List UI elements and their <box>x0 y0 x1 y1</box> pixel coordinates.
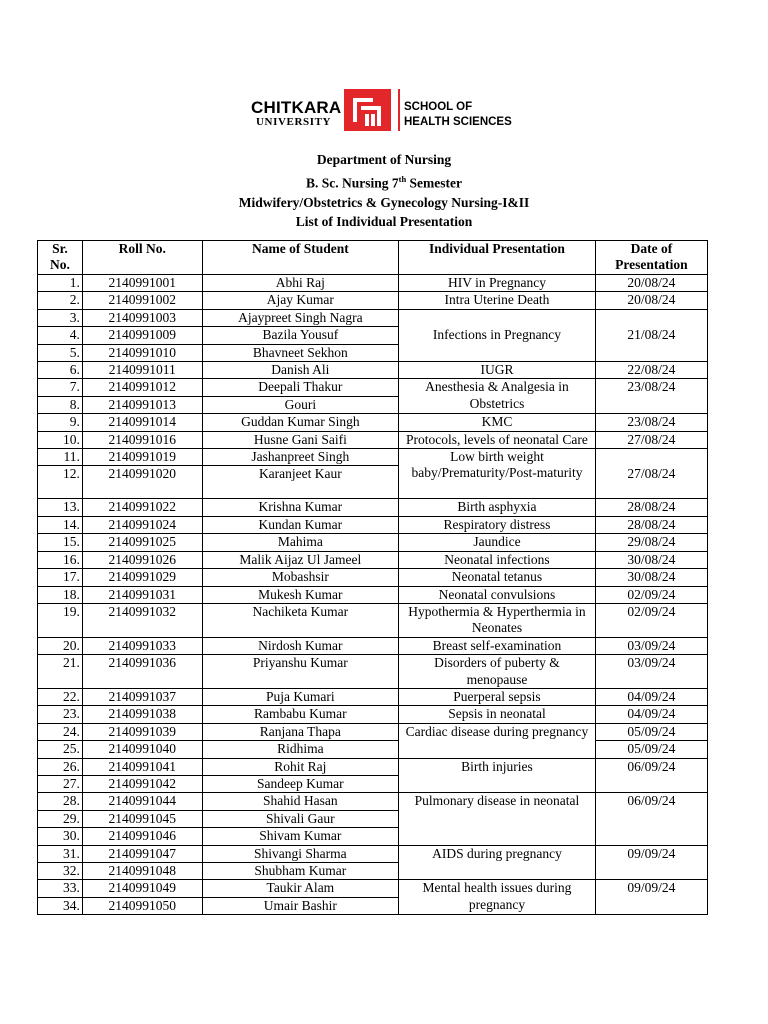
cell-topic: Puerperal sepsis <box>399 688 596 705</box>
cell-name: Deepali Thakur <box>202 379 399 396</box>
table-row <box>38 414 708 431</box>
cell-date: 05/09/24 <box>595 723 707 740</box>
cell-sr: 12. <box>38 466 83 499</box>
presentation-table <box>37 240 708 915</box>
university-logo <box>251 89 521 133</box>
cell-name: Krishna Kumar <box>202 499 399 516</box>
cell-name: Mahima <box>202 534 399 551</box>
cell-roll: 2140991048 <box>82 863 202 880</box>
cell-roll: 2140991037 <box>82 688 202 705</box>
cell-date: 30/08/24 <box>595 569 707 586</box>
program-title <box>0 170 768 193</box>
cell-name: Shivam Kumar <box>202 828 399 845</box>
cell-topic: Mental health issues during pregnancy <box>399 880 596 915</box>
cell-name: Jashanpreet Singh <box>202 449 399 466</box>
cell-name: Ranjana Thapa <box>202 723 399 740</box>
cell-topic: Breast self-examination <box>399 637 596 654</box>
table-row <box>38 362 708 379</box>
logo-school <box>404 100 512 130</box>
cell-topic: IUGR <box>399 362 596 379</box>
header-name: Name of Student <box>202 241 399 275</box>
cell-sr: 1. <box>38 275 83 292</box>
cell-topic: Respiratory distress <box>399 516 596 533</box>
cell-name: Rohit Raj <box>202 758 399 775</box>
cell-topic: HIV in Pregnancy <box>399 275 596 292</box>
cell-date: 02/09/24 <box>595 586 707 603</box>
table-row <box>38 688 708 705</box>
document-titles <box>0 150 768 232</box>
course-title: Midwifery/Obstetrics & Gynecology Nursing-I&II <box>238 194 530 210</box>
table-row <box>38 758 708 775</box>
cell-date: 03/09/24 <box>595 655 707 689</box>
cell-date: 27/08/24 <box>595 431 707 448</box>
cell-topic: Intra Uterine Death <box>399 292 596 309</box>
cell-name: Karanjeet Kaur <box>202 466 399 499</box>
table-row <box>38 309 708 326</box>
cell-roll: 2140991041 <box>82 758 202 775</box>
table-row <box>38 586 708 603</box>
cell-sr: 30. <box>38 828 83 845</box>
cell-date: 09/09/24 <box>595 880 707 915</box>
table-row <box>38 637 708 654</box>
cell-sr: 10. <box>38 431 83 448</box>
cell-date: 04/09/24 <box>595 688 707 705</box>
cell-date: 04/09/24 <box>595 706 707 723</box>
cell-roll: 2140991036 <box>82 655 202 689</box>
cell-date: 30/08/24 <box>595 551 707 568</box>
table-row <box>38 845 708 862</box>
cell-topic: Low birth weight baby/Prematurity/Post-maturity <box>399 449 596 499</box>
header-topic: Individual Presentation <box>399 241 596 275</box>
cell-sr: 21. <box>38 655 83 689</box>
cell-sr: 18. <box>38 586 83 603</box>
cell-name: Shivali Gaur <box>202 810 399 827</box>
table-row <box>38 292 708 309</box>
cell-name: Shivangi Sharma <box>202 845 399 862</box>
cell-sr: 13. <box>38 499 83 516</box>
cell-topic: Birth injuries <box>399 758 596 793</box>
table-row <box>38 603 708 637</box>
cell-name: Bhavneet Sekhon <box>202 344 399 361</box>
cell-roll: 2140991020 <box>82 466 202 499</box>
table-row <box>38 499 708 516</box>
cell-sr: 17. <box>38 569 83 586</box>
cell-roll: 2140991046 <box>82 828 202 845</box>
cell-date: 23/08/24 <box>595 379 707 414</box>
cell-roll: 2140991009 <box>82 327 202 344</box>
cell-roll: 2140991002 <box>82 292 202 309</box>
table-row <box>38 569 708 586</box>
program-title-sup: th <box>398 173 407 184</box>
cell-name: Shubham Kumar <box>202 863 399 880</box>
cell-sr: 28. <box>38 793 83 810</box>
table-row <box>38 706 708 723</box>
cell-date: 09/09/24 <box>595 845 707 880</box>
cell-date: 22/08/24 <box>595 362 707 379</box>
cell-date: 29/08/24 <box>595 534 707 551</box>
cell-name: Husne Gani Saifi <box>202 431 399 448</box>
cell-roll: 2140991038 <box>82 706 202 723</box>
logo-school-line1: SCHOOL OF <box>404 101 473 113</box>
cell-sr: 11. <box>38 449 83 466</box>
table-header-row <box>38 241 708 275</box>
cell-name: Kundan Kumar <box>202 516 399 533</box>
cell-name: Puja Kumari <box>202 688 399 705</box>
cell-date: 06/09/24 <box>595 758 707 793</box>
table-row <box>38 431 708 448</box>
cell-roll: 2140991050 <box>82 897 202 914</box>
cell-sr: 2. <box>38 292 83 309</box>
cell-topic: Cardiac disease during pregnancy <box>399 723 596 758</box>
cell-sr: 34. <box>38 897 83 914</box>
cell-roll: 2140991031 <box>82 586 202 603</box>
cell-sr: 19. <box>38 603 83 637</box>
cell-date: 23/08/24 <box>595 414 707 431</box>
logo-brand-sub: UNIVERSITY <box>256 116 332 128</box>
cell-date: 05/09/24 <box>595 741 707 758</box>
cell-date: 03/09/24 <box>595 637 707 654</box>
cell-name: Nirdosh Kumar <box>202 637 399 654</box>
cell-roll: 2140991001 <box>82 275 202 292</box>
cell-sr: 5. <box>38 344 83 361</box>
table-row <box>38 551 708 568</box>
cell-roll: 2140991011 <box>82 362 202 379</box>
cell-topic: Disorders of puberty & menopause <box>399 655 596 689</box>
cell-roll: 2140991022 <box>82 499 202 516</box>
cell-roll: 2140991039 <box>82 723 202 740</box>
cell-sr: 23. <box>38 706 83 723</box>
cell-name: Sandeep Kumar <box>202 775 399 792</box>
cell-name: Nachiketa Kumar <box>202 603 399 637</box>
cell-sr: 27. <box>38 775 83 792</box>
cell-sr: 29. <box>38 810 83 827</box>
cell-name: Taukir Alam <box>202 880 399 897</box>
logo-brand: CHITKARA <box>251 98 342 117</box>
cell-roll: 2140991045 <box>82 810 202 827</box>
logo-school-line2: HEALTH SCIENCES <box>404 116 512 128</box>
cell-roll: 2140991026 <box>82 551 202 568</box>
cell-topic: Sepsis in neonatal <box>399 706 596 723</box>
cell-sr: 20. <box>38 637 83 654</box>
cell-roll: 2140991013 <box>82 396 202 413</box>
cell-topic: AIDS during pregnancy <box>399 845 596 880</box>
header-date: Date of Presentation <box>595 241 707 275</box>
cell-date: 02/09/24 <box>595 603 707 637</box>
cell-roll: 2140991032 <box>82 603 202 637</box>
table-row <box>38 655 708 689</box>
cell-name: Danish Ali <box>202 362 399 379</box>
cell-name: Umair Bashir <box>202 897 399 914</box>
cell-sr: 22. <box>38 688 83 705</box>
department-title: Department of Nursing <box>316 152 452 167</box>
cell-name: Guddan Kumar Singh <box>202 414 399 431</box>
cell-sr: 7. <box>38 379 83 396</box>
cell-name: Priyanshu Kumar <box>202 655 399 689</box>
table-row <box>38 741 708 758</box>
cell-sr: 3. <box>38 309 83 326</box>
cell-roll: 2140991025 <box>82 534 202 551</box>
cell-sr: 15. <box>38 534 83 551</box>
cell-roll: 2140991024 <box>82 516 202 533</box>
cell-sr: 8. <box>38 396 83 413</box>
cell-topic: Protocols, levels of neonatal Care <box>399 431 596 448</box>
cell-name: Malik Aijaz Ul Jameel <box>202 551 399 568</box>
cell-sr: 9. <box>38 414 83 431</box>
cell-sr: 25. <box>38 741 83 758</box>
table-row <box>38 449 708 466</box>
cell-topic: Neonatal infections <box>399 551 596 568</box>
cell-roll: 2140991010 <box>82 344 202 361</box>
cell-sr: 14. <box>38 516 83 533</box>
cell-name: Abhi Raj <box>202 275 399 292</box>
cell-sr: 24. <box>38 723 83 740</box>
cell-topic: Anesthesia & Analgesia in Obstetrics <box>399 379 596 414</box>
logo-divider <box>398 89 400 131</box>
cell-name: Mobashsir <box>202 569 399 586</box>
table-row <box>38 275 708 292</box>
table-row <box>38 516 708 533</box>
cell-topic: Pulmonary disease in neonatal <box>399 793 596 845</box>
cell-topic: Neonatal tetanus <box>399 569 596 586</box>
program-title-semester: Semester <box>406 175 463 190</box>
cell-roll: 2140991044 <box>82 793 202 810</box>
cell-sr: 32. <box>38 863 83 880</box>
cell-name: Bazila Yousuf <box>202 327 399 344</box>
cell-topic: Neonatal convulsions <box>399 586 596 603</box>
cell-topic: Birth asphyxia <box>399 499 596 516</box>
cell-sr: 16. <box>38 551 83 568</box>
cell-date: 21/08/24 <box>595 309 707 361</box>
cell-topic: Jaundice <box>399 534 596 551</box>
cell-name: Ajay Kumar <box>202 292 399 309</box>
cell-date: 20/08/24 <box>595 292 707 309</box>
cell-roll: 2140991016 <box>82 431 202 448</box>
cell-topic: KMC <box>399 414 596 431</box>
cell-date: 28/08/24 <box>595 499 707 516</box>
cell-sr: 26. <box>38 758 83 775</box>
cell-roll: 2140991042 <box>82 775 202 792</box>
cell-roll: 2140991040 <box>82 741 202 758</box>
cell-name: Mukesh Kumar <box>202 586 399 603</box>
cell-sr: 4. <box>38 327 83 344</box>
cell-roll: 2140991014 <box>82 414 202 431</box>
header-roll: Roll No. <box>82 241 202 275</box>
cell-sr: 33. <box>38 880 83 897</box>
cell-date: 06/09/24 <box>595 793 707 845</box>
cell-name: Gouri <box>202 396 399 413</box>
header-sr: Sr. No. <box>38 241 83 275</box>
cell-roll: 2140991033 <box>82 637 202 654</box>
program-title-text: B. Sc. Nursing 7 <box>305 175 399 190</box>
table-row <box>38 880 708 897</box>
cell-sr: 31. <box>38 845 83 862</box>
cell-name: Ajaypreet Singh Nagra <box>202 309 399 326</box>
cell-name: Shahid Hasan <box>202 793 399 810</box>
table-row <box>38 793 708 810</box>
cell-name: Ridhima <box>202 741 399 758</box>
list-title: List of Individual Presentation <box>295 214 473 229</box>
cell-date: 20/08/24 <box>595 275 707 292</box>
cell-name: Rambabu Kumar <box>202 706 399 723</box>
cell-date: 27/08/24 <box>595 449 707 499</box>
cell-sr: 6. <box>38 362 83 379</box>
cell-topic: Infections in Pregnancy <box>399 309 596 361</box>
cell-topic: Hypothermia & Hyperthermia in Neonates <box>399 603 596 637</box>
cell-roll: 2140991012 <box>82 379 202 396</box>
logo-mark-icon <box>344 89 391 131</box>
table-row <box>38 534 708 551</box>
cell-roll: 2140991003 <box>82 309 202 326</box>
cell-roll: 2140991049 <box>82 880 202 897</box>
table-row <box>38 379 708 396</box>
cell-roll: 2140991047 <box>82 845 202 862</box>
cell-roll: 2140991019 <box>82 449 202 466</box>
cell-roll: 2140991029 <box>82 569 202 586</box>
table-row <box>38 723 708 740</box>
cell-date: 28/08/24 <box>595 516 707 533</box>
